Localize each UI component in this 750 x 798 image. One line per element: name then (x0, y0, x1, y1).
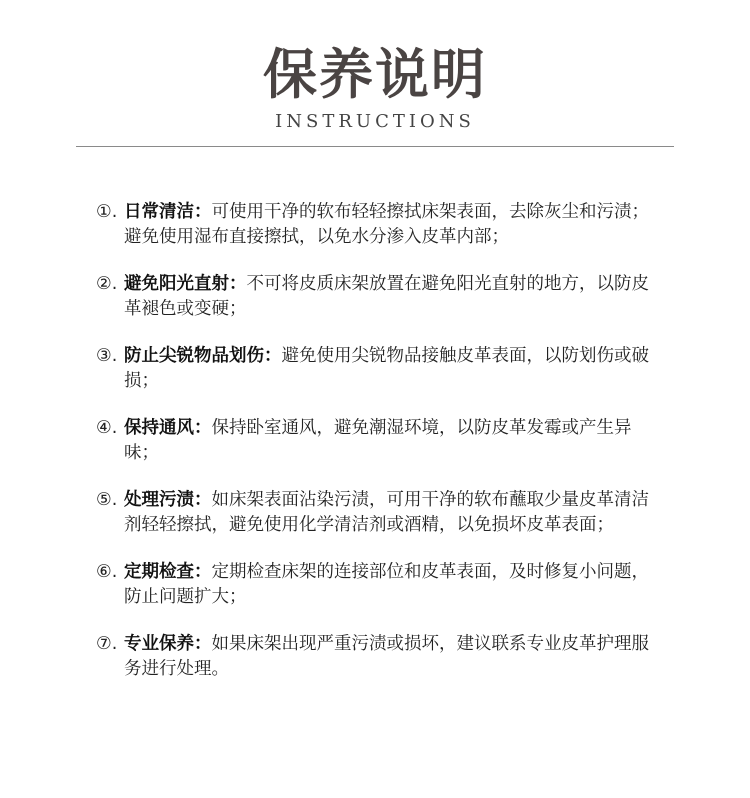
item-text: 保持卧室通风，避免潮湿环境，以防皮革发霉或产生异味； (124, 418, 632, 463)
item-heading: 定期检查： (124, 562, 212, 582)
page-subtitle: INSTRUCTIONS (275, 111, 475, 132)
item-heading: 保持通风： (124, 418, 212, 438)
instructions-list (96, 200, 666, 704)
instruction-item-3 (96, 344, 666, 394)
item-number: ⑦. (96, 634, 118, 654)
instruction-item-5 (96, 488, 666, 538)
header-divider (76, 146, 674, 147)
item-text: 不可将皮质床架放置在避免阳光直射的地方，以防皮革褪色或变硬； (124, 274, 649, 319)
item-number: ⑤. (96, 490, 118, 510)
item-number: ⑥. (96, 562, 118, 582)
item-number: ①. (96, 202, 118, 222)
item-heading: 避免阳光直射： (124, 274, 247, 294)
item-text: 定期检查床架的连接部位和皮革表面，及时修复小问题，防止问题扩大； (124, 562, 649, 607)
instruction-item-4 (96, 416, 666, 466)
item-text: 如床架表面沾染污渍，可用干净的软布蘸取少量皮革清洁剂轻轻擦拭，避免使用化学清洁剂或酒精，以免损坏皮革表面； (124, 490, 649, 535)
item-heading: 处理污渍： (124, 490, 212, 510)
instruction-item-7 (96, 632, 666, 682)
instruction-item-1 (96, 200, 666, 250)
item-number: ③. (96, 346, 118, 366)
item-text: 避免使用尖锐物品接触皮革表面，以防划伤或破损； (124, 346, 649, 391)
item-text: 可使用干净的软布轻轻擦拭床架表面，去除灰尘和污渍；避免使用湿布直接擦拭，以免水分渗入皮革内部； (124, 202, 649, 247)
item-number: ②. (96, 274, 118, 294)
item-heading: 防止尖锐物品划伤： (124, 346, 282, 366)
item-number: ④. (96, 418, 118, 438)
item-heading: 日常清洁： (124, 202, 212, 222)
item-text: 如果床架出现严重污渍或损坏，建议联系专业皮革护理服务进行处理。 (124, 634, 649, 679)
item-heading: 专业保养： (124, 634, 212, 654)
page-title: 保养说明 (263, 43, 487, 106)
instruction-item-2 (96, 272, 666, 322)
instruction-item-6 (96, 560, 666, 610)
